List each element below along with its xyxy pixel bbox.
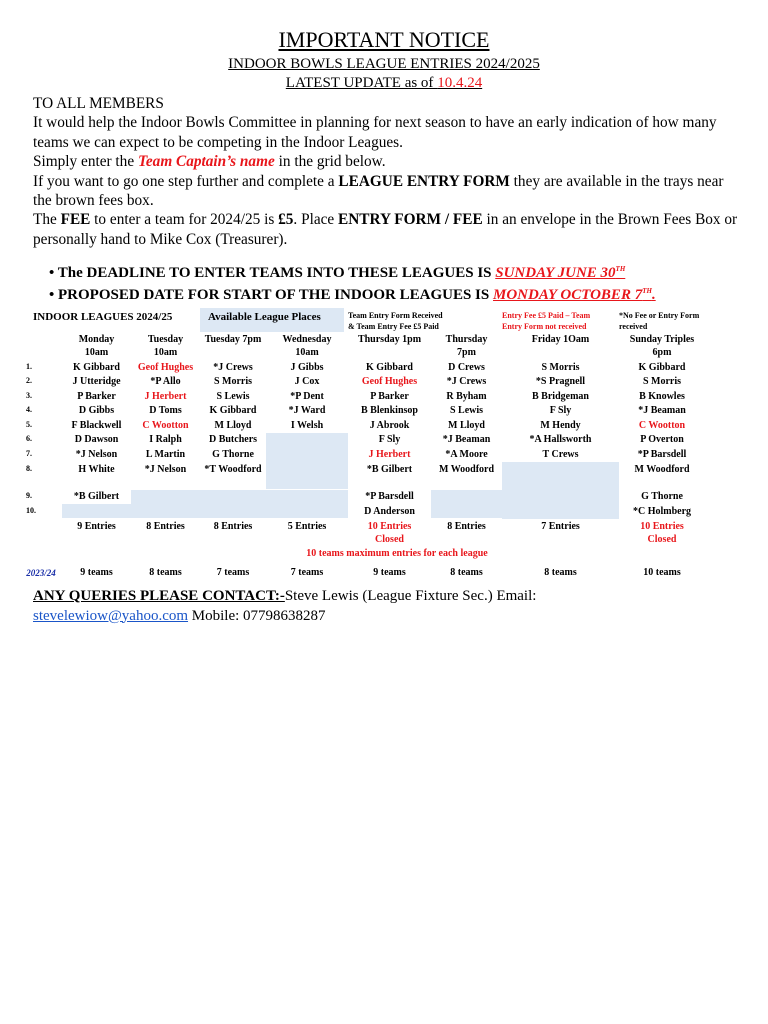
entries-count: 10 Entries bbox=[640, 521, 684, 532]
previous-season-label: 2023/24 bbox=[26, 568, 56, 578]
team-captain-cell: K Gibbard bbox=[73, 362, 120, 373]
entries-count: 8 Entries bbox=[447, 521, 486, 532]
team-captain-cell: F Blackwell bbox=[71, 420, 122, 431]
team-captain-cell: T Crews bbox=[542, 449, 579, 460]
team-captain-cell: *P Barsdell bbox=[637, 449, 687, 460]
legend-received: Team Entry Form Received & Team Entry Fee £5 Paid bbox=[348, 311, 443, 331]
team-captain-cell: B Knowles bbox=[639, 391, 685, 402]
page-subtitle: INDOOR BOWLS LEAGUE ENTRIES 2024/2025 bbox=[228, 56, 540, 72]
team-captain-cell: I Welsh bbox=[290, 420, 324, 431]
legend-paid: Entry Fee £5 Paid – Team Entry Form not received bbox=[502, 311, 591, 331]
column-header bbox=[62, 334, 131, 359]
row-number: 2. bbox=[26, 376, 32, 385]
team-captain-cell: *S Pragnell bbox=[535, 376, 586, 387]
team-captain-cell: M Hendy bbox=[540, 420, 581, 431]
row-number: 9. bbox=[26, 491, 32, 500]
team-captain-cell: S Lewis bbox=[216, 391, 250, 402]
row-number: 5. bbox=[26, 420, 32, 429]
team-captain-cell: J Cox bbox=[294, 376, 320, 387]
team-captain-cell: J Utteridge bbox=[72, 376, 121, 387]
column-header bbox=[200, 334, 266, 347]
column-header-day: Friday 1Oam bbox=[531, 334, 590, 345]
contact-footer bbox=[33, 587, 753, 626]
team-captain-cell: *P Dent bbox=[290, 391, 324, 402]
max-entries-note: 10 teams maximum entries for each league bbox=[306, 548, 488, 559]
team-captain-cell: *B Gilbert bbox=[73, 491, 120, 502]
update-prefix: LATEST UPDATE as of bbox=[285, 75, 438, 91]
team-captain-cell: C Wootton bbox=[638, 420, 686, 431]
queries-label: ANY QUERIES PLEASE CONTACT:- bbox=[33, 588, 285, 604]
intro-instruction: Simply enter the Team Captain’s name in the grid below. bbox=[33, 153, 386, 171]
closed-status: Closed bbox=[375, 534, 404, 545]
team-captain-cell: L Martin bbox=[145, 449, 186, 460]
team-captain-cell: S Morris bbox=[213, 376, 253, 387]
start-date: MONDAY OCTOBER 7TH. bbox=[493, 287, 656, 303]
team-captain-cell: S Morris bbox=[541, 362, 580, 373]
team-captain-cell: *J Ward bbox=[288, 405, 326, 416]
team-captain-cell: D Crews bbox=[448, 362, 485, 373]
entries-count: 10 Entries bbox=[367, 521, 412, 532]
column-header-day: Thursday bbox=[445, 334, 488, 345]
team-captain-cell: G Thorne bbox=[212, 449, 254, 460]
page-title: IMPORTANT NOTICE bbox=[278, 27, 490, 52]
team-captain-cell: H White bbox=[78, 464, 115, 475]
team-captain-cell: S Lewis bbox=[449, 405, 484, 416]
team-captain-cell: J Abrook bbox=[369, 420, 410, 431]
column-header bbox=[348, 334, 431, 347]
column-header-time: 10am bbox=[295, 346, 319, 358]
team-captain-cell: P Overton bbox=[640, 434, 684, 445]
previous-season-teams: 9 teams bbox=[80, 567, 113, 578]
team-captain-cell: F Sly bbox=[549, 405, 572, 416]
team-captain-cell: *T Woodford bbox=[204, 464, 262, 475]
team-captain-cell: G Thorne bbox=[641, 491, 683, 502]
entries-count: 5 Entries bbox=[287, 521, 327, 532]
column-header-time: 10am bbox=[84, 346, 109, 358]
email-link[interactable]: stevelewiow@yahoo.com bbox=[33, 607, 189, 624]
team-captain-cell: K Gibbard bbox=[638, 362, 686, 373]
team-captain-cell: D Anderson bbox=[364, 506, 415, 517]
intro-greeting: TO ALL MEMBERS bbox=[33, 95, 164, 112]
team-captain-cell: *P Allo bbox=[150, 376, 181, 387]
column-header bbox=[266, 334, 348, 359]
intro-fee: The FEE to enter a team for 2024/25 is £5. Place ENTRY FORM / FEE in an envelope in the Brown Fees Box or personally hand to Mike Cox (Treasurer). bbox=[33, 211, 738, 248]
row-number: 7. bbox=[26, 449, 32, 458]
intro-text bbox=[33, 94, 743, 249]
deadline-bullet: • The DEADLINE TO ENTER TEAMS INTO THESE LEAGUES IS SUNDAY JUNE 30TH bbox=[49, 265, 626, 281]
row-number: 8. bbox=[26, 464, 32, 473]
team-captain-cell: P Barker bbox=[370, 391, 409, 402]
team-captain-cell: *B Gilbert bbox=[366, 464, 413, 475]
captain-name-emphasis: Team Captain’s name bbox=[137, 153, 275, 171]
intro-purpose: It would help the Indoor Bowls Committee in planning for next season to have an early indication of how many teams we can expect to be competing in the Indoor Leagues. bbox=[33, 114, 717, 151]
column-header bbox=[619, 334, 705, 359]
table-heading: INDOOR LEAGUES 2024/25 bbox=[33, 311, 173, 323]
team-captain-cell: *J Crews bbox=[446, 376, 487, 387]
update-date: 10.4.24 bbox=[437, 75, 483, 91]
column-header-day: Tuesday 7pm bbox=[204, 334, 262, 345]
team-captain-cell: M Woodford bbox=[634, 464, 690, 475]
column-header-time: 10am bbox=[153, 346, 178, 358]
team-captain-cell: D Gibbs bbox=[78, 405, 115, 416]
team-captain-cell: Geof Hughes bbox=[361, 376, 418, 387]
previous-season-teams: 10 teams bbox=[643, 567, 681, 578]
available-place bbox=[62, 504, 348, 518]
row-number: 6. bbox=[26, 434, 32, 443]
column-header-day: Thursday 1pm bbox=[357, 334, 422, 345]
previous-season-teams: 7 teams bbox=[290, 567, 324, 578]
column-header-day: Wednesday bbox=[282, 334, 332, 345]
column-header bbox=[131, 334, 200, 359]
column-header-time: 7pm bbox=[457, 346, 476, 358]
entries-count: 9 Entries bbox=[77, 521, 116, 532]
column-header-time: 6pm bbox=[652, 346, 672, 358]
column-header-day: Monday bbox=[78, 334, 115, 345]
team-captain-cell: *J Beaman bbox=[442, 434, 491, 445]
team-captain-cell: M Lloyd bbox=[214, 420, 252, 431]
deadline-date: SUNDAY JUNE 30TH bbox=[495, 265, 626, 281]
team-captain-cell: P Barker bbox=[77, 391, 116, 402]
contact-name: Steve Lewis (League Fixture Sec.) Email: bbox=[284, 588, 537, 604]
team-captain-cell: B Bridgeman bbox=[532, 391, 589, 402]
column-header-day: Sunday Triples bbox=[629, 334, 695, 345]
previous-season-teams: 8 teams bbox=[450, 567, 483, 578]
team-captain-cell: *J Crews bbox=[213, 362, 253, 373]
team-captain-cell: B Blenkinsop bbox=[361, 405, 418, 416]
team-captain-cell: Geof Hughes bbox=[137, 362, 194, 373]
team-captain-cell: I Ralph bbox=[149, 434, 182, 445]
column-header bbox=[502, 334, 619, 347]
team-captain-cell: K Gibbard bbox=[209, 405, 257, 416]
team-captain-cell: S Morris bbox=[642, 376, 682, 387]
available-place bbox=[502, 462, 619, 519]
available-place bbox=[431, 490, 502, 518]
entries-count: 7 Entries bbox=[541, 521, 580, 532]
contact-mobile: Mobile: 07798638287 bbox=[188, 607, 326, 624]
entries-count: 8 Entries bbox=[213, 521, 253, 532]
team-captain-cell: R Byham bbox=[446, 391, 487, 402]
team-captain-cell: *P Barsdell bbox=[365, 491, 414, 502]
row-number: 10. bbox=[26, 506, 36, 515]
team-captain-cell: *C Holmberg bbox=[632, 506, 692, 517]
team-captain-cell: K Gibbard bbox=[366, 362, 413, 373]
previous-season-teams: 8 teams bbox=[544, 567, 577, 578]
previous-season-teams: 8 teams bbox=[149, 567, 182, 578]
start-date-bullet: • PROPOSED DATE FOR START OF THE INDOOR LEAGUES IS MONDAY OCTOBER 7TH. bbox=[49, 287, 656, 303]
team-captain-cell: *A Moore bbox=[445, 449, 488, 460]
team-captain-cell: M Woodford bbox=[438, 464, 495, 475]
team-captain-cell: D Butchers bbox=[208, 434, 258, 445]
previous-season-teams: 9 teams bbox=[373, 567, 406, 578]
available-place bbox=[266, 433, 348, 489]
team-captain-cell: *J Beaman bbox=[638, 405, 686, 416]
legend-no-fee: *No Fee or Entry Form received bbox=[619, 311, 700, 331]
team-captain-cell: J Herbert bbox=[368, 449, 411, 460]
intro-entry-form: If you want to go one step further and complete a LEAGUE ENTRY FORM they are available in the trays near the brown fees box. bbox=[33, 172, 724, 210]
team-captain-cell: C Wootton bbox=[142, 420, 189, 431]
team-captain-cell: M Lloyd bbox=[448, 420, 485, 431]
row-number: 3. bbox=[26, 391, 32, 400]
team-captain-cell: *J Nelson bbox=[75, 449, 118, 460]
legend-available: Available League Places bbox=[208, 311, 321, 323]
update-line bbox=[0, 75, 768, 92]
entries-count: 8 Entries bbox=[146, 521, 185, 532]
column-header-day: Tuesday bbox=[147, 334, 184, 345]
team-captain-cell: J Herbert bbox=[144, 391, 187, 402]
column-header bbox=[431, 334, 502, 359]
closed-status: Closed bbox=[647, 534, 677, 545]
team-captain-cell: J Gibbs bbox=[290, 362, 324, 373]
row-number: 1. bbox=[26, 362, 32, 371]
team-captain-cell: D Toms bbox=[149, 405, 182, 416]
team-captain-cell: *J Nelson bbox=[144, 464, 187, 475]
team-captain-cell: F Sly bbox=[378, 434, 401, 445]
team-captain-cell: D Dawson bbox=[74, 434, 119, 445]
row-number: 4. bbox=[26, 405, 32, 414]
team-captain-cell: *A Hallsworth bbox=[529, 434, 592, 445]
previous-season-teams: 7 teams bbox=[216, 567, 250, 578]
